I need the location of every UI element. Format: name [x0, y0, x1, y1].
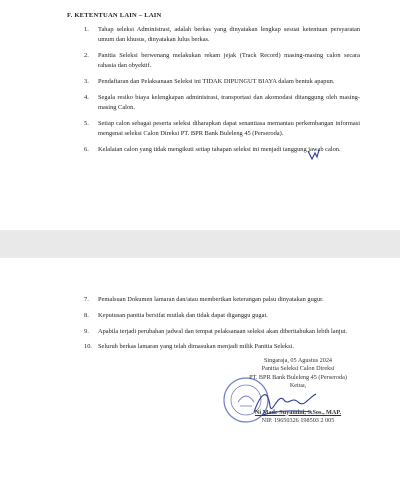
document-page-1 [0, 0, 400, 230]
list-item [84, 327, 360, 337]
item-text: Panitia Seleksi berwenang melakukan rekam jejak (Track Record) masing-masing calon secara rahasia dan obyektif. [98, 52, 360, 70]
list-item [84, 77, 360, 87]
item-number: 1. [84, 26, 89, 33]
list-item [84, 342, 360, 352]
item-text: Setiap calon sebagai peserta seleksi diharapkan dapat senantiasa memantau perkembangan informasi mengenai seleksi Calon Direksi PT. BPR Bank Buleleng 45 (Perseroda). [98, 119, 360, 137]
item-text: Segala resiko biaya kelengkapan administrasi, transportasi dan akomodasi ditanggung oleh masing-masing Calon. [98, 93, 360, 111]
item-text: Tahap seleksi Administrasi, adalah berkas yang dinyatakan lengkap sesuai ketentuan persyaratan umum dan khusus, dinyatakan lulus berkas. [98, 26, 360, 44]
item-text: Pendaftaran dan Pelaksanaan Seleksi ini TIDAK DIPUNGUT BIAYA dalam bentuk apapun. [98, 78, 335, 85]
item-text: Kelalaian calon yang tidak mengikuti setiap tahapan seleksi ini menjadi tanggung jawab calon. [98, 145, 341, 153]
list-item [84, 51, 360, 71]
handwritten-signature-icon [250, 382, 320, 422]
initial-mark-icon [306, 148, 320, 162]
list-item [84, 119, 360, 139]
provisions-list-part-2 [84, 295, 360, 358]
item-number: 10. [84, 343, 92, 351]
document-page-2 [0, 258, 400, 490]
company-name: PT. BPR Bank Buleleng 45 (Perseroda) [249, 373, 347, 381]
section-heading: F. KETENTUAN LAIN – LAIN [67, 12, 162, 19]
provisions-list-part-1 [84, 25, 360, 161]
item-text: Seluruh berkas lamaran yang telah dimasukan menjadi milik Panitia Seleksi. [98, 343, 294, 351]
item-text: Keputusan panitia bersifat mutlak dan tidak dapat diganggu gugat. [98, 311, 268, 319]
list-item [84, 295, 360, 305]
item-number: 5. [84, 119, 89, 127]
item-number: 6. [84, 145, 89, 153]
item-text: Apabila terjadi perubahan jadwal dan tempat pelaksanaan seleksi akan diberitahukan lebih lanjut. [98, 327, 348, 335]
list-item [84, 25, 360, 45]
item-number: 4. [84, 93, 89, 101]
signer-name: Ni Made Suyamini, S.Sos., MAP. [254, 408, 342, 416]
list-item [84, 311, 360, 321]
list-item [84, 93, 360, 113]
item-number: 3. [84, 78, 89, 85]
item-number: 2. [84, 52, 89, 59]
item-number: 9. [84, 327, 89, 335]
signer-role: Ketua, [289, 382, 307, 390]
committee-name: Panitia Seleksi Calon Direksi [261, 365, 335, 373]
item-number: 7. [84, 296, 89, 303]
signer-nip: NIP. 19650326 198503 2 005 [261, 417, 335, 425]
item-number: 8. [84, 311, 89, 319]
place-date: Singaraja, 05 Agustus 2024 [263, 357, 333, 364]
item-text: Pemalsuan Dokumen lamaran dan/atau memberikan keterangan palsu dinyatakan gugur. [98, 296, 324, 303]
